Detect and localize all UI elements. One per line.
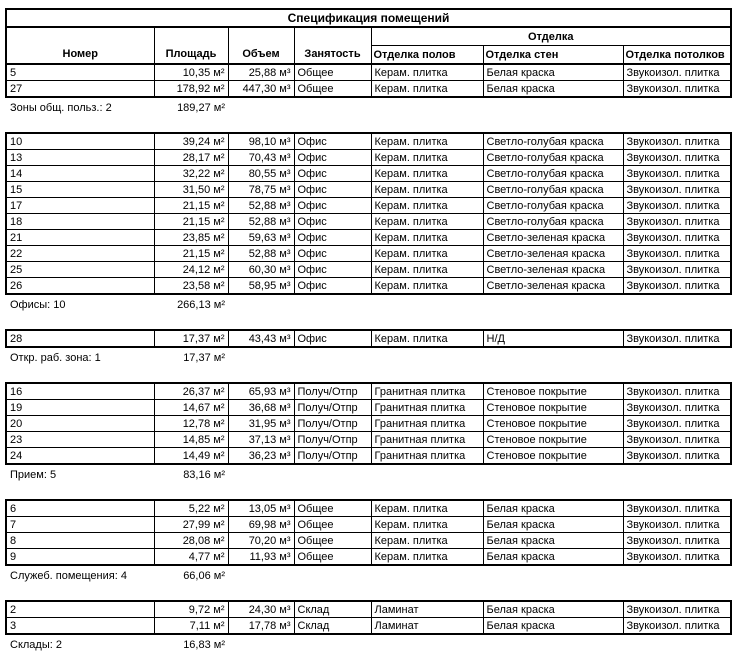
- cell-area: 14,49 м²: [154, 448, 228, 465]
- column-header-wall-finish: Отделка стен: [483, 46, 623, 65]
- cell-area: 28,17 м²: [154, 150, 228, 166]
- cell-volume: 80,55 м³: [228, 166, 294, 182]
- table-row: [6, 262, 731, 278]
- section-table: [5, 132, 732, 295]
- cell-floor-finish: Керам. плитка: [371, 198, 483, 214]
- section-summary-area: 16,83 м²: [183, 638, 225, 651]
- cell-occupancy: Получ/Отпр: [294, 448, 371, 465]
- cell-wall-finish: Светло-голубая краска: [483, 150, 623, 166]
- cell-number: 28: [6, 330, 154, 347]
- cell-area: 27,99 м²: [154, 517, 228, 533]
- column-header-floor-finish: Отделка полов: [371, 46, 483, 65]
- cell-volume: 52,88 м³: [228, 214, 294, 230]
- cell-occupancy: Общее: [294, 500, 371, 517]
- cell-volume: 52,88 м³: [228, 246, 294, 262]
- column-header-volume: Объем: [228, 27, 294, 64]
- cell-ceiling-finish: Звукоизол. плитка: [623, 330, 731, 347]
- cell-ceiling-finish: Звукоизол. плитка: [623, 416, 731, 432]
- schedule-title: Спецификация помещений: [287, 11, 450, 25]
- section-summary: [5, 636, 734, 653]
- cell-volume: 65,93 м³: [228, 383, 294, 400]
- room-specification-schedule: [5, 8, 734, 653]
- cell-ceiling-finish: Звукоизол. плитка: [623, 618, 731, 635]
- cell-number: 7: [6, 517, 154, 533]
- table-row: [6, 330, 731, 347]
- cell-floor-finish: Керам. плитка: [371, 182, 483, 198]
- cell-area: 5,22 м²: [154, 500, 228, 517]
- section-table: [5, 600, 732, 635]
- cell-number: 21: [6, 230, 154, 246]
- cell-number: 17: [6, 198, 154, 214]
- cell-floor-finish: Гранитная плитка: [371, 383, 483, 400]
- cell-number: 2: [6, 601, 154, 618]
- schedule-section: [5, 499, 734, 584]
- cell-wall-finish: Светло-зеленая краска: [483, 262, 623, 278]
- cell-volume: 59,63 м³: [228, 230, 294, 246]
- section-summary-label: Откр. раб. зона: 1: [10, 351, 101, 364]
- cell-wall-finish: Стеновое покрытие: [483, 416, 623, 432]
- cell-ceiling-finish: Звукоизол. плитка: [623, 182, 731, 198]
- cell-occupancy: Офис: [294, 262, 371, 278]
- cell-occupancy: Получ/Отпр: [294, 416, 371, 432]
- section-summary-area: 17,37 м²: [183, 351, 225, 364]
- schedule-section: [5, 600, 734, 653]
- cell-occupancy: Общее: [294, 517, 371, 533]
- cell-ceiling-finish: Звукоизол. плитка: [623, 533, 731, 549]
- column-header-occupancy: Занятость: [294, 27, 371, 64]
- cell-area: 178,92 м²: [154, 81, 228, 98]
- table-row: [6, 400, 731, 416]
- cell-floor-finish: Керам. плитка: [371, 133, 483, 150]
- cell-wall-finish: Светло-голубая краска: [483, 214, 623, 230]
- cell-volume: 25,88 м³: [228, 64, 294, 81]
- schedule-section: [5, 329, 734, 366]
- cell-area: 23,85 м²: [154, 230, 228, 246]
- cell-wall-finish: Светло-голубая краска: [483, 133, 623, 150]
- table-row: [6, 549, 731, 566]
- cell-floor-finish: Керам. плитка: [371, 549, 483, 566]
- cell-number: 26: [6, 278, 154, 295]
- cell-volume: 70,20 м³: [228, 533, 294, 549]
- cell-ceiling-finish: Звукоизол. плитка: [623, 383, 731, 400]
- cell-ceiling-finish: Звукоизол. плитка: [623, 400, 731, 416]
- cell-number: 5: [6, 64, 154, 81]
- cell-number: 14: [6, 166, 154, 182]
- cell-occupancy: Склад: [294, 601, 371, 618]
- table-row: [6, 533, 731, 549]
- cell-wall-finish: Белая краска: [483, 81, 623, 98]
- cell-floor-finish: Гранитная плитка: [371, 416, 483, 432]
- section-summary: [5, 349, 734, 366]
- cell-floor-finish: Гранитная плитка: [371, 432, 483, 448]
- cell-area: 9,72 м²: [154, 601, 228, 618]
- cell-number: 8: [6, 533, 154, 549]
- cell-occupancy: Офис: [294, 198, 371, 214]
- cell-number: 24: [6, 448, 154, 465]
- schedule-section: [5, 63, 734, 116]
- table-row: [6, 166, 731, 182]
- table-row: [6, 133, 731, 150]
- cell-volume: 43,43 м³: [228, 330, 294, 347]
- cell-floor-finish: Керам. плитка: [371, 166, 483, 182]
- cell-number: 20: [6, 416, 154, 432]
- cell-volume: 98,10 м³: [228, 133, 294, 150]
- cell-area: 4,77 м²: [154, 549, 228, 566]
- table-row: [6, 230, 731, 246]
- section-summary-area: 83,16 м²: [183, 468, 225, 481]
- cell-ceiling-finish: Звукоизол. плитка: [623, 601, 731, 618]
- section-summary-label: Склады: 2: [10, 638, 62, 651]
- cell-area: 21,15 м²: [154, 246, 228, 262]
- cell-area: 21,15 м²: [154, 214, 228, 230]
- cell-floor-finish: Керам. плитка: [371, 246, 483, 262]
- section-table: [5, 63, 732, 98]
- cell-ceiling-finish: Звукоизол. плитка: [623, 448, 731, 465]
- cell-number: 6: [6, 500, 154, 517]
- section-summary-area: 189,27 м²: [177, 101, 225, 114]
- section-summary-label: Служеб. помещения: 4: [10, 569, 127, 582]
- cell-wall-finish: Стеновое покрытие: [483, 400, 623, 416]
- cell-wall-finish: Белая краска: [483, 549, 623, 566]
- cell-wall-finish: Стеновое покрытие: [483, 432, 623, 448]
- cell-volume: 70,43 м³: [228, 150, 294, 166]
- cell-occupancy: Офис: [294, 150, 371, 166]
- cell-wall-finish: Светло-зеленая краска: [483, 230, 623, 246]
- cell-occupancy: Офис: [294, 166, 371, 182]
- cell-ceiling-finish: Звукоизол. плитка: [623, 246, 731, 262]
- cell-volume: 37,13 м³: [228, 432, 294, 448]
- cell-wall-finish: Светло-зеленая краска: [483, 246, 623, 262]
- cell-ceiling-finish: Звукоизол. плитка: [623, 549, 731, 566]
- section-table: [5, 499, 732, 566]
- cell-number: 16: [6, 383, 154, 400]
- section-summary: [5, 99, 734, 116]
- cell-ceiling-finish: Звукоизол. плитка: [623, 262, 731, 278]
- column-header-area: Площадь: [154, 27, 228, 64]
- schedule-body: [5, 63, 734, 653]
- section-summary-label: Офисы: 10: [10, 298, 66, 311]
- cell-wall-finish: Белая краска: [483, 500, 623, 517]
- table-row: [6, 150, 731, 166]
- cell-volume: 11,93 м³: [228, 549, 294, 566]
- cell-wall-finish: Н/Д: [483, 330, 623, 347]
- cell-floor-finish: Керам. плитка: [371, 230, 483, 246]
- cell-ceiling-finish: Звукоизол. плитка: [623, 198, 731, 214]
- cell-floor-finish: Керам. плитка: [371, 533, 483, 549]
- cell-wall-finish: Стеновое покрытие: [483, 448, 623, 465]
- cell-occupancy: Офис: [294, 330, 371, 347]
- cell-floor-finish: Керам. плитка: [371, 81, 483, 98]
- cell-area: 17,37 м²: [154, 330, 228, 347]
- cell-floor-finish: Керам. плитка: [371, 278, 483, 295]
- cell-wall-finish: Белая краска: [483, 517, 623, 533]
- cell-floor-finish: Керам. плитка: [371, 64, 483, 81]
- cell-wall-finish: Белая краска: [483, 533, 623, 549]
- cell-area: 23,58 м²: [154, 278, 228, 295]
- cell-area: 14,67 м²: [154, 400, 228, 416]
- cell-number: 18: [6, 214, 154, 230]
- section-summary: [5, 567, 734, 584]
- cell-area: 10,35 м²: [154, 64, 228, 81]
- cell-area: 14,85 м²: [154, 432, 228, 448]
- cell-area: 7,11 м²: [154, 618, 228, 635]
- cell-ceiling-finish: Звукоизол. плитка: [623, 133, 731, 150]
- cell-area: 32,22 м²: [154, 166, 228, 182]
- cell-ceiling-finish: Звукоизол. плитка: [623, 214, 731, 230]
- cell-occupancy: Офис: [294, 214, 371, 230]
- schedule-title-bar: [5, 8, 732, 28]
- cell-wall-finish: Светло-голубая краска: [483, 166, 623, 182]
- cell-volume: 52,88 м³: [228, 198, 294, 214]
- cell-ceiling-finish: Звукоизол. плитка: [623, 278, 731, 295]
- cell-area: 39,24 м²: [154, 133, 228, 150]
- cell-occupancy: Офис: [294, 182, 371, 198]
- cell-area: 28,08 м²: [154, 533, 228, 549]
- cell-area: 24,12 м²: [154, 262, 228, 278]
- cell-wall-finish: Стеновое покрытие: [483, 383, 623, 400]
- cell-volume: 36,23 м³: [228, 448, 294, 465]
- table-row: [6, 448, 731, 465]
- cell-floor-finish: Керам. плитка: [371, 262, 483, 278]
- cell-number: 9: [6, 549, 154, 566]
- section-table: [5, 382, 732, 465]
- cell-volume: 31,95 м³: [228, 416, 294, 432]
- cell-wall-finish: Белая краска: [483, 618, 623, 635]
- cell-occupancy: Офис: [294, 230, 371, 246]
- cell-occupancy: Общее: [294, 64, 371, 81]
- cell-number: 19: [6, 400, 154, 416]
- cell-floor-finish: Керам. плитка: [371, 517, 483, 533]
- cell-volume: 17,78 м³: [228, 618, 294, 635]
- cell-number: 27: [6, 81, 154, 98]
- cell-ceiling-finish: Звукоизол. плитка: [623, 432, 731, 448]
- cell-area: 31,50 м²: [154, 182, 228, 198]
- cell-number: 25: [6, 262, 154, 278]
- cell-number: 13: [6, 150, 154, 166]
- cell-area: 12,78 м²: [154, 416, 228, 432]
- cell-occupancy: Общее: [294, 533, 371, 549]
- cell-occupancy: Офис: [294, 278, 371, 295]
- cell-ceiling-finish: Звукоизол. плитка: [623, 150, 731, 166]
- cell-occupancy: Склад: [294, 618, 371, 635]
- cell-ceiling-finish: Звукоизол. плитка: [623, 500, 731, 517]
- cell-floor-finish: Керам. плитка: [371, 330, 483, 347]
- table-row: [6, 198, 731, 214]
- cell-ceiling-finish: Звукоизол. плитка: [623, 81, 731, 98]
- table-row: [6, 246, 731, 262]
- cell-wall-finish: Светло-голубая краска: [483, 182, 623, 198]
- section-summary: [5, 296, 734, 313]
- cell-floor-finish: Гранитная плитка: [371, 448, 483, 465]
- cell-volume: 69,98 м³: [228, 517, 294, 533]
- cell-wall-finish: Белая краска: [483, 64, 623, 81]
- cell-floor-finish: Гранитная плитка: [371, 400, 483, 416]
- cell-number: 23: [6, 432, 154, 448]
- table-row: [6, 64, 731, 81]
- cell-volume: 24,30 м³: [228, 601, 294, 618]
- cell-floor-finish: Ламинат: [371, 601, 483, 618]
- cell-area: 26,37 м²: [154, 383, 228, 400]
- cell-occupancy: Общее: [294, 81, 371, 98]
- cell-floor-finish: Керам. плитка: [371, 150, 483, 166]
- cell-volume: 58,95 м³: [228, 278, 294, 295]
- cell-wall-finish: Светло-голубая краска: [483, 198, 623, 214]
- cell-volume: 447,30 м³: [228, 81, 294, 98]
- column-group-finish: Отделка: [371, 27, 731, 46]
- section-summary-label: Прием: 5: [10, 468, 57, 481]
- section-summary-area: 266,13 м²: [177, 298, 225, 311]
- table-row: [6, 81, 731, 98]
- cell-number: 22: [6, 246, 154, 262]
- table-row: [6, 601, 731, 618]
- section-table: [5, 329, 732, 348]
- table-row: [6, 182, 731, 198]
- cell-number: 10: [6, 133, 154, 150]
- schedule-section: [5, 382, 734, 483]
- cell-wall-finish: Белая краска: [483, 601, 623, 618]
- cell-floor-finish: Ламинат: [371, 618, 483, 635]
- cell-volume: 13,05 м³: [228, 500, 294, 517]
- section-summary: [5, 466, 734, 483]
- cell-volume: 78,75 м³: [228, 182, 294, 198]
- table-row: [6, 500, 731, 517]
- cell-wall-finish: Светло-зеленая краска: [483, 278, 623, 295]
- column-header-ceiling-finish: Отделка потолков: [623, 46, 731, 65]
- cell-volume: 60,30 м³: [228, 262, 294, 278]
- cell-occupancy: Получ/Отпр: [294, 383, 371, 400]
- schedule-column-headers: [5, 26, 732, 65]
- table-row: [6, 416, 731, 432]
- cell-volume: 36,68 м³: [228, 400, 294, 416]
- cell-ceiling-finish: Звукоизол. плитка: [623, 64, 731, 81]
- section-summary-label: Зоны общ. польз.: 2: [10, 101, 112, 114]
- schedule-section: [5, 132, 734, 313]
- cell-occupancy: Офис: [294, 246, 371, 262]
- table-row: [6, 432, 731, 448]
- table-row: [6, 383, 731, 400]
- cell-occupancy: Получ/Отпр: [294, 432, 371, 448]
- cell-floor-finish: Керам. плитка: [371, 214, 483, 230]
- table-row: [6, 618, 731, 635]
- cell-floor-finish: Керам. плитка: [371, 500, 483, 517]
- table-row: [6, 517, 731, 533]
- cell-area: 21,15 м²: [154, 198, 228, 214]
- cell-occupancy: Офис: [294, 133, 371, 150]
- table-row: [6, 214, 731, 230]
- section-summary-area: 66,06 м²: [183, 569, 225, 582]
- cell-number: 3: [6, 618, 154, 635]
- cell-ceiling-finish: Звукоизол. плитка: [623, 166, 731, 182]
- cell-number: 15: [6, 182, 154, 198]
- table-row: [6, 278, 731, 295]
- column-header-number: Номер: [6, 27, 154, 64]
- cell-ceiling-finish: Звукоизол. плитка: [623, 517, 731, 533]
- cell-occupancy: Получ/Отпр: [294, 400, 371, 416]
- cell-ceiling-finish: Звукоизол. плитка: [623, 230, 731, 246]
- cell-occupancy: Общее: [294, 549, 371, 566]
